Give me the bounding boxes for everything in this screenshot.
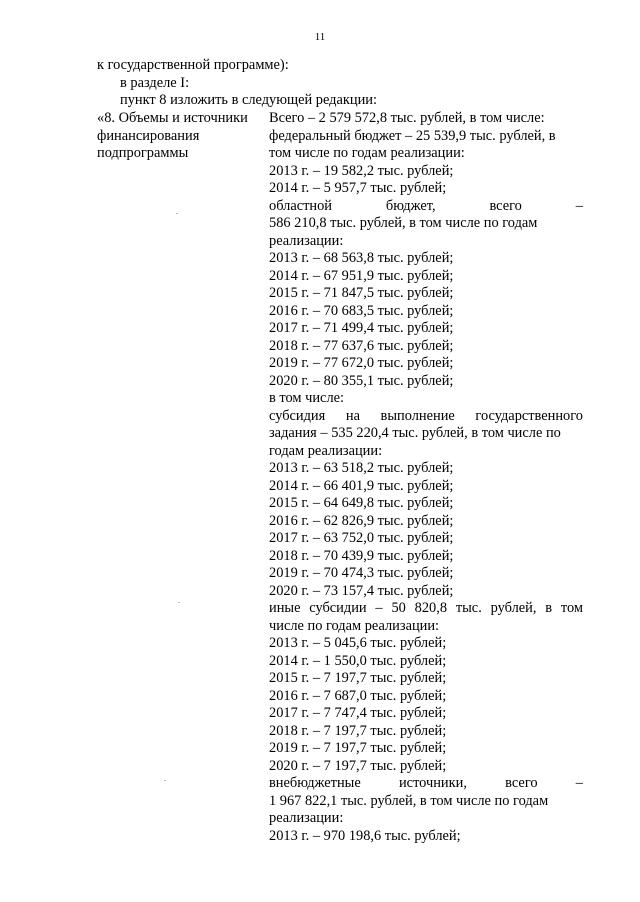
scan-speck <box>176 213 178 214</box>
funding-line: 2015 г. – 71 847,5 тыс. рублей; <box>269 285 454 301</box>
funding-line: 2014 г. – 5 957,7 тыс. рублей; <box>269 180 447 196</box>
funding-line: 2020 г. – 7 197,7 тыс. рублей; <box>269 757 447 774</box>
funding-line: 2013 г. – 970 198,6 тыс. рублей; <box>269 827 461 844</box>
funding-line: в том числе: <box>269 390 345 406</box>
funding-line: федеральный бюджет – 25 539,9 тыс. рублей, в <box>269 127 556 144</box>
funding-line: 2013 г. – 63 518,2 тыс. рублей; <box>269 460 454 476</box>
funding-line: задания – 535 220,4 тыс. рублей, в том числе по <box>269 425 561 441</box>
item-title <box>97 110 257 163</box>
funding-line: реализации: <box>269 232 344 249</box>
item-title-line: финансирования <box>97 127 200 144</box>
funding-line: 2020 г. – 80 355,1 тыс. рублей; <box>269 372 454 389</box>
funding-line: областной бюджет, всего – <box>269 197 583 214</box>
funding-line: 2019 г. – 77 672,0 тыс. рублей; <box>269 355 454 371</box>
funding-line: 2016 г. – 7 687,0 тыс. рублей; <box>269 687 447 704</box>
funding-line: внебюджетные источники, всего – <box>269 775 583 791</box>
funding-line: 2020 г. – 73 157,4 тыс. рублей; <box>269 582 454 599</box>
funding-line: 2013 г. – 68 563,8 тыс. рублей; <box>269 250 454 266</box>
funding-line: 2016 г. – 62 826,9 тыс. рублей; <box>269 512 454 529</box>
funding-line: 586 210,8 тыс. рублей, в том числе по годам <box>269 215 538 231</box>
funding-line: иные субсидии – 50 820,8 тыс. рублей, в том <box>269 600 583 616</box>
scan-speck <box>178 602 180 603</box>
item-title-line: подпрограммы <box>97 145 189 161</box>
funding-line: 2015 г. – 7 197,7 тыс. рублей; <box>269 670 447 686</box>
funding-line: 2019 г. – 7 197,7 тыс. рублей; <box>269 740 447 756</box>
funding-line: 1 967 822,1 тыс. рублей, в том числе по годам <box>269 792 549 809</box>
page-number: 11 <box>314 31 326 43</box>
item-title-line: «8. Объемы и источники <box>97 110 248 126</box>
funding-line: 2013 г. – 5 045,6 тыс. рублей; <box>269 635 447 651</box>
funding-line: 2016 г. – 70 683,5 тыс. рублей; <box>269 302 454 319</box>
scan-speck <box>164 780 166 781</box>
funding-line: 2014 г. – 66 401,9 тыс. рублей; <box>269 477 454 494</box>
funding-line: 2017 г. – 7 747,4 тыс. рублей; <box>269 705 447 721</box>
funding-line: реализации: <box>269 810 344 826</box>
intro-line: к государственной программе): <box>97 57 289 73</box>
funding-line: Всего – 2 579 572,8 тыс. рублей, в том числе: <box>269 110 545 126</box>
funding-line: 2013 г. – 19 582,2 тыс. рублей; <box>269 162 454 179</box>
funding-details <box>269 110 583 845</box>
funding-line: 2018 г. – 7 197,7 тыс. рублей; <box>269 722 447 739</box>
funding-line: числе по годам реализации: <box>269 617 440 634</box>
funding-line: годам реализации: <box>269 442 383 459</box>
funding-line: субсидия на выполнение государственного <box>269 407 583 424</box>
funding-line: 2014 г. – 67 951,9 тыс. рублей; <box>269 267 454 284</box>
funding-line: том числе по годам реализации: <box>269 145 465 161</box>
funding-line: 2017 г. – 71 499,4 тыс. рублей; <box>269 320 454 336</box>
funding-line: 2019 г. – 70 474,3 тыс. рублей; <box>269 565 454 581</box>
funding-line: 2014 г. – 1 550,0 тыс. рублей; <box>269 652 447 669</box>
intro-line: в разделе I: <box>120 74 190 91</box>
intro-block <box>97 57 587 110</box>
intro-line: пункт 8 изложить в следующей редакции: <box>120 92 377 108</box>
funding-line: 2018 г. – 77 637,6 тыс. рублей; <box>269 337 454 354</box>
funding-line: 2017 г. – 63 752,0 тыс. рублей; <box>269 530 454 546</box>
funding-line: 2015 г. – 64 649,8 тыс. рублей; <box>269 495 454 511</box>
funding-line: 2018 г. – 70 439,9 тыс. рублей; <box>269 547 454 564</box>
